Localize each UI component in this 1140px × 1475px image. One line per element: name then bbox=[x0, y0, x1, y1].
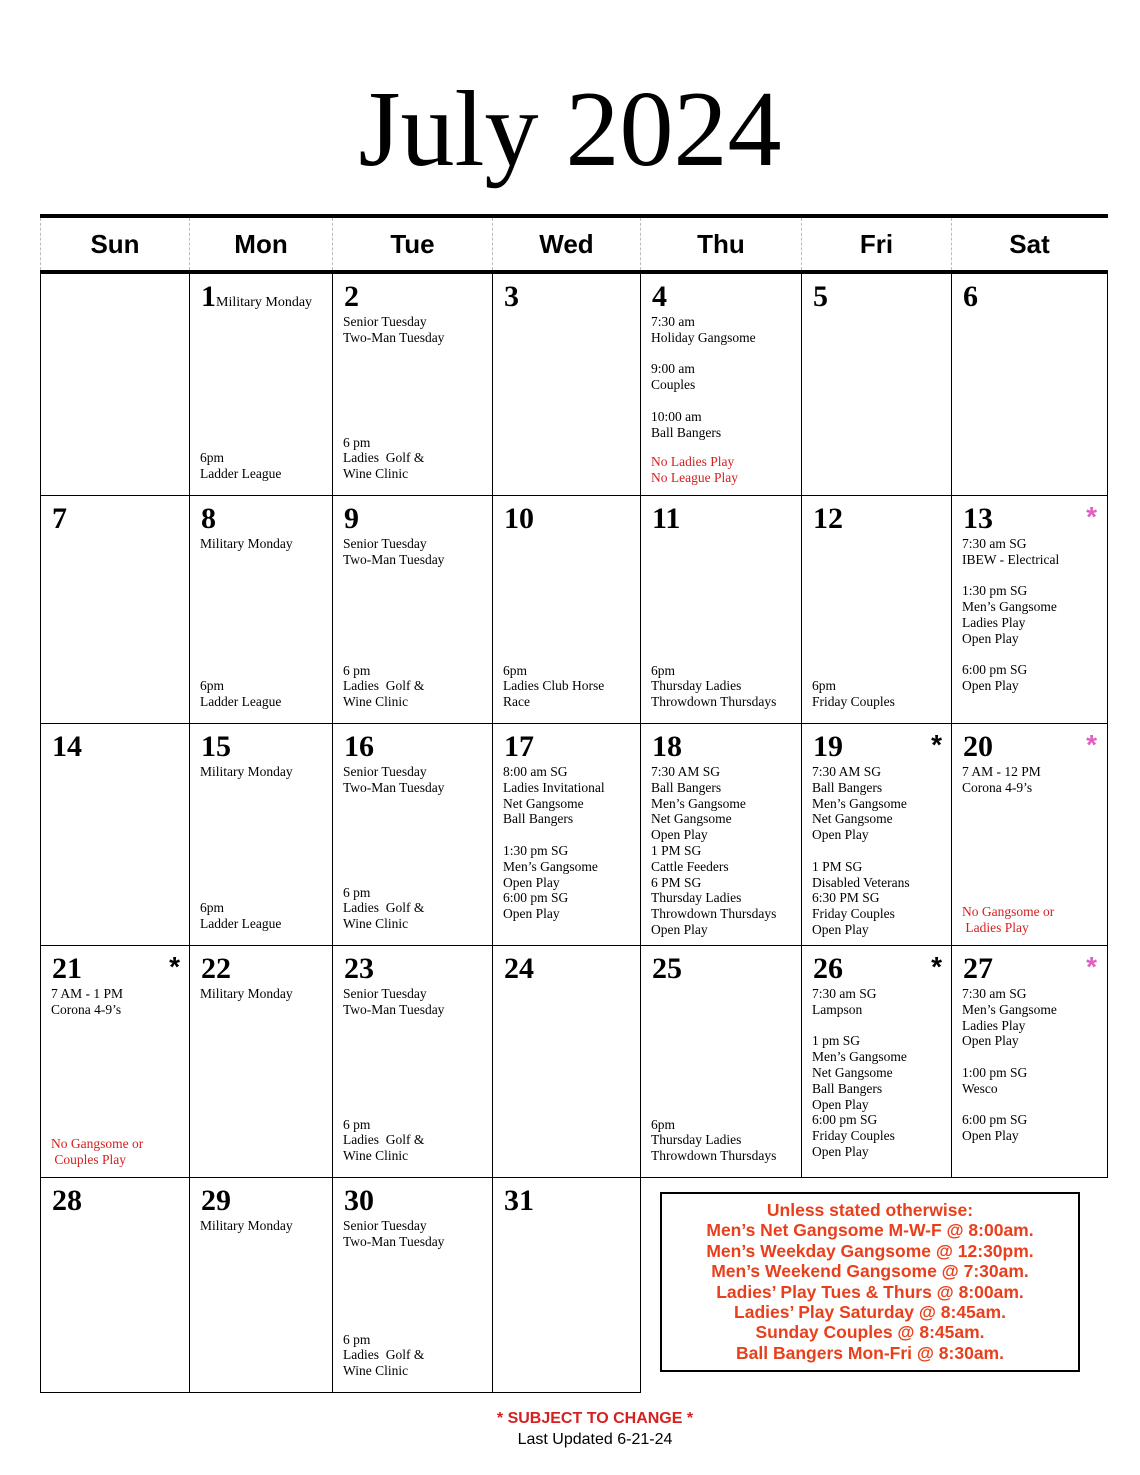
day-number-value: 2 bbox=[344, 280, 359, 313]
day-cell bbox=[640, 946, 802, 1178]
day-number bbox=[344, 502, 359, 536]
weekday-header-thu: Thu bbox=[640, 218, 801, 270]
event-list-top: 8:00 am SG Ladies Invitational Net Gangsome Ball Bangers 1:30 pm SG Men’s Gangsome Open Play 6:00 pm SG Open Play bbox=[503, 764, 605, 922]
day-number bbox=[652, 730, 682, 764]
event-list-bottom: 6 pm Ladies Golf & Wine Clinic bbox=[343, 884, 425, 932]
day-number-value: 7 bbox=[52, 502, 67, 535]
day-cell bbox=[40, 1178, 190, 1393]
day-cell bbox=[951, 496, 1108, 724]
day-cell bbox=[40, 496, 190, 724]
day-cell bbox=[40, 724, 190, 946]
event-list-top: Senior Tuesday Two-Man Tuesday bbox=[343, 314, 445, 345]
day-number bbox=[813, 280, 828, 314]
day-number-value: 30 bbox=[344, 1184, 374, 1217]
day-number bbox=[504, 280, 519, 314]
day-cell bbox=[332, 496, 493, 724]
day-number-value: 16 bbox=[344, 730, 374, 763]
no-play-notice: No Gangsome or Couples Play bbox=[51, 1136, 144, 1168]
day-number bbox=[504, 730, 534, 764]
day-cell bbox=[189, 496, 333, 724]
day-number-value: 3 bbox=[504, 280, 519, 313]
day-number-value: 18 bbox=[652, 730, 682, 763]
day-number-value: 28 bbox=[52, 1184, 82, 1217]
event-list-bottom: 6pm Friday Couples bbox=[812, 678, 895, 710]
day-cell bbox=[40, 274, 190, 496]
weekday-header-mon: Mon bbox=[189, 218, 332, 270]
day-cell bbox=[189, 724, 333, 946]
event-list-top: Military Monday bbox=[200, 764, 293, 779]
day-number-value: 29 bbox=[201, 1184, 231, 1217]
weekday-header-fri: Fri bbox=[801, 218, 951, 270]
event-list-top: Senior Tuesday Two-Man Tuesday bbox=[343, 1218, 445, 1249]
page-title: July 2024 bbox=[358, 70, 782, 189]
day-number bbox=[201, 280, 312, 320]
day-number-value: 13 bbox=[963, 502, 993, 535]
day-number-value: 1 bbox=[201, 280, 216, 313]
day-number bbox=[813, 952, 843, 986]
subject-to-change-note: * SUBJECT TO CHANGE * bbox=[496, 1410, 694, 1427]
day-number-value: 9 bbox=[344, 502, 359, 535]
day-number-value: 27 bbox=[963, 952, 993, 985]
event-inline-label: Military Monday bbox=[216, 295, 313, 310]
day-cell bbox=[951, 724, 1108, 946]
special-event-star-icon: * bbox=[931, 729, 942, 760]
day-cell bbox=[332, 946, 493, 1178]
day-cell bbox=[492, 724, 641, 946]
event-list-top: 7:30 am SG Lampson 1 pm SG Men’s Gangsome Net Gangsome Ball Bangers Open Play 6:00 pm SG Friday Couples Open Play bbox=[812, 986, 907, 1159]
day-number-value: 21 bbox=[52, 952, 82, 985]
event-list-top: 7 AM - 12 PM Corona 4-9’s bbox=[962, 764, 1041, 795]
day-number bbox=[201, 952, 231, 986]
day-number bbox=[344, 952, 374, 986]
day-cell bbox=[492, 1178, 641, 1393]
day-cell bbox=[189, 1178, 333, 1393]
day-number bbox=[52, 502, 67, 536]
event-list-top: 7:30 am SG Men’s Gangsome Ladies Play Open Play 1:00 pm SG Wesco 6:00 pm SG Open Play bbox=[962, 986, 1057, 1144]
notice-line: Men’s Weekday Gangsome @ 12:30pm. bbox=[706, 1240, 1034, 1261]
last-updated-note: Last Updated 6-21-24 bbox=[517, 1431, 673, 1448]
event-list-top: Senior Tuesday Two-Man Tuesday bbox=[343, 986, 445, 1017]
event-list-bottom: 6pm Thursday Ladies Throwdown Thursdays bbox=[651, 662, 777, 710]
day-cell bbox=[189, 274, 333, 496]
day-cell bbox=[492, 946, 641, 1178]
day-number-value: 8 bbox=[201, 502, 216, 535]
event-list-top: 7:30 am SG IBEW - Electrical 1:30 pm SG Men’s Gangsome Ladies Play Open Play 6:00 pm SG Open Play bbox=[962, 536, 1060, 694]
weekday-header-tue: Tue bbox=[332, 218, 492, 270]
event-list-top: 7:30 AM SG Ball Bangers Men’s Gangsome Net Gangsome Open Play 1 PM SG Disabled Veterans 6:30 PM SG Friday Couples Open Play bbox=[812, 764, 910, 937]
day-number-value: 5 bbox=[813, 280, 828, 313]
day-number bbox=[52, 952, 82, 986]
day-cell bbox=[492, 496, 641, 724]
day-number bbox=[963, 280, 978, 314]
day-number-value: 10 bbox=[504, 502, 534, 535]
day-cell bbox=[951, 274, 1108, 496]
special-event-star-icon: * bbox=[169, 951, 180, 982]
day-cell bbox=[951, 946, 1108, 1178]
day-number-value: 26 bbox=[813, 952, 843, 985]
day-number-value: 19 bbox=[813, 730, 843, 763]
day-number-value: 11 bbox=[652, 502, 681, 535]
day-cell bbox=[189, 946, 333, 1178]
day-cell bbox=[640, 496, 802, 724]
day-number bbox=[963, 730, 993, 764]
day-number bbox=[52, 730, 82, 764]
day-number-value: 23 bbox=[344, 952, 374, 985]
day-number-value: 14 bbox=[52, 730, 82, 763]
no-play-notice: No Ladies Play No League Play bbox=[651, 454, 738, 486]
day-cell bbox=[492, 274, 641, 496]
day-number-value: 22 bbox=[201, 952, 231, 985]
weekday-header-sat: Sat bbox=[951, 218, 1107, 270]
event-list-bottom: 6pm Ladder League bbox=[200, 678, 282, 710]
day-number bbox=[52, 1184, 82, 1218]
event-list-top: Senior Tuesday Two-Man Tuesday bbox=[343, 764, 445, 795]
day-number bbox=[504, 952, 534, 986]
notice-line: Ladies’ Play Saturday @ 8:45am. bbox=[734, 1302, 1006, 1323]
day-number bbox=[963, 952, 993, 986]
day-number bbox=[504, 1184, 534, 1218]
event-list-top: 7:30 am Holiday Gangsome 9:00 am Couples 10:00 am Ball Bangers bbox=[651, 314, 756, 440]
day-number-value: 25 bbox=[652, 952, 682, 985]
day-number-value: 6 bbox=[963, 280, 978, 313]
weekday-header-wed: Wed bbox=[492, 218, 640, 270]
day-number-value: 15 bbox=[201, 730, 231, 763]
day-number-value: 4 bbox=[652, 280, 667, 313]
day-number-value: 20 bbox=[963, 730, 993, 763]
day-number bbox=[652, 952, 682, 986]
weekday-header-sun: Sun bbox=[40, 218, 189, 270]
day-number-value: 31 bbox=[504, 1184, 534, 1217]
day-cell bbox=[640, 274, 802, 496]
default-times-notice bbox=[660, 1192, 1080, 1372]
day-cell bbox=[332, 1178, 493, 1393]
day-number bbox=[344, 1184, 374, 1218]
special-event-star-icon: * bbox=[1086, 729, 1097, 760]
event-list-bottom: 6 pm Ladies Golf & Wine Clinic bbox=[343, 1331, 425, 1379]
day-cell bbox=[640, 724, 802, 946]
day-number bbox=[652, 280, 667, 314]
day-cell bbox=[332, 724, 493, 946]
day-cell bbox=[40, 946, 190, 1178]
event-list-top: 7:30 AM SG Ball Bangers Men’s Gangsome Net Gangsome Open Play 1 PM SG Cattle Feeders 6 PM SG Thursday Ladies Throwdown Thursdays Open Play bbox=[651, 764, 777, 937]
special-event-star-icon: * bbox=[1086, 951, 1097, 982]
special-event-star-icon: * bbox=[931, 951, 942, 982]
notice-line: Sunday Couples @ 8:45am. bbox=[755, 1322, 985, 1343]
event-list-bottom: 6 pm Ladies Golf & Wine Clinic bbox=[343, 1116, 425, 1164]
day-number bbox=[344, 280, 359, 314]
day-number bbox=[504, 502, 534, 536]
no-play-notice: No Gangsome or Ladies Play bbox=[962, 904, 1055, 936]
day-number bbox=[201, 1184, 231, 1218]
event-list-top: Military Monday bbox=[200, 1218, 293, 1233]
event-list-bottom: 6 pm Ladies Golf & Wine Clinic bbox=[343, 434, 425, 482]
day-cell bbox=[801, 496, 952, 724]
day-number bbox=[201, 730, 231, 764]
day-number-value: 12 bbox=[813, 502, 843, 535]
event-list-bottom: 6pm Thursday Ladies Throwdown Thursdays bbox=[651, 1116, 777, 1164]
day-number bbox=[652, 502, 680, 536]
day-cell bbox=[801, 724, 952, 946]
event-list-bottom: 6pm Ladder League bbox=[200, 900, 282, 932]
day-number bbox=[201, 502, 216, 536]
day-number-value: 17 bbox=[504, 730, 534, 763]
event-list-bottom: 6pm Ladder League bbox=[200, 450, 282, 482]
day-number bbox=[813, 502, 843, 536]
event-list-top: Military Monday bbox=[200, 986, 293, 1001]
day-number bbox=[963, 502, 993, 536]
special-event-star-icon: * bbox=[1086, 501, 1097, 532]
notice-line: Men’s Weekend Gangsome @ 7:30am. bbox=[711, 1261, 1029, 1282]
day-cell bbox=[801, 946, 952, 1178]
day-cell bbox=[801, 274, 952, 496]
notice-line: Unless stated otherwise: bbox=[766, 1200, 974, 1220]
notice-line: Ball Bangers Mon-Fri @ 8:30am. bbox=[736, 1342, 1004, 1363]
event-list-bottom: 6pm Ladies Club Horse Race bbox=[503, 662, 605, 710]
notice-line: Ladies’ Play Tues & Thurs @ 8:00am. bbox=[716, 1281, 1024, 1302]
day-number bbox=[813, 730, 843, 764]
event-list-top: 7 AM - 1 PM Corona 4-9’s bbox=[51, 986, 124, 1017]
day-number-value: 24 bbox=[504, 952, 534, 985]
event-list-top: Military Monday bbox=[200, 536, 293, 551]
day-number bbox=[344, 730, 374, 764]
notice-line: Men’s Net Gangsome M-W-F @ 8:00am. bbox=[706, 1220, 1034, 1241]
event-list-bottom: 6 pm Ladies Golf & Wine Clinic bbox=[343, 662, 425, 710]
day-cell bbox=[332, 274, 493, 496]
event-list-top: Senior Tuesday Two-Man Tuesday bbox=[343, 536, 445, 567]
